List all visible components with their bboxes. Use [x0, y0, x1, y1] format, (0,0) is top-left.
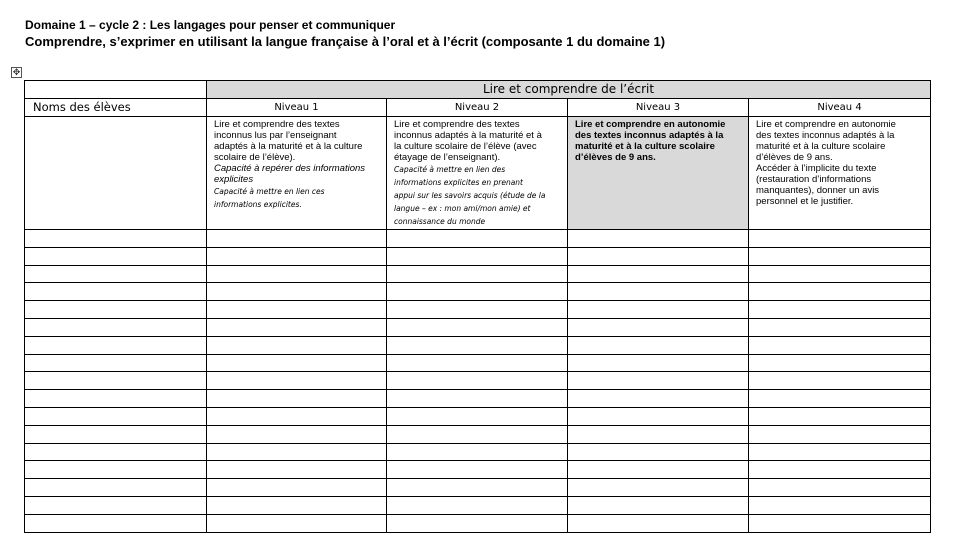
small-note-line: langue – ex : mon ami/mon amie) et: [394, 204, 531, 213]
section-title: Lire et comprendre de l’écrit: [207, 81, 931, 99]
level-3-cell[interactable]: [568, 407, 749, 425]
level-3-cell[interactable]: [568, 425, 749, 443]
level-2-cell[interactable]: [387, 461, 568, 479]
level-2-cell[interactable]: [387, 336, 568, 354]
level-4-cell[interactable]: [749, 336, 931, 354]
level-4-cell[interactable]: [749, 443, 931, 461]
level-4-cell[interactable]: [749, 230, 931, 248]
student-name-cell[interactable]: [25, 230, 207, 248]
level-3-cell[interactable]: [568, 318, 749, 336]
student-row: [25, 479, 931, 497]
assessment-table: [24, 80, 931, 533]
level-1-cell[interactable]: [207, 443, 387, 461]
level-4-cell[interactable]: [749, 301, 931, 319]
level-1-cell[interactable]: [207, 318, 387, 336]
level-3-header: Niveau 3: [568, 99, 749, 117]
level-4-cell[interactable]: [749, 425, 931, 443]
level-1-cell[interactable]: [207, 461, 387, 479]
level-3-cell[interactable]: [568, 354, 749, 372]
level-2-cell[interactable]: [387, 372, 568, 390]
descriptor-name-cell[interactable]: [25, 117, 207, 230]
student-row: [25, 514, 931, 532]
level-4-cell[interactable]: [749, 283, 931, 301]
level-1-cell[interactable]: [207, 407, 387, 425]
level-3-cell[interactable]: [568, 461, 749, 479]
descriptor-line: des textes inconnus adaptés à la: [756, 130, 895, 141]
level-1-cell[interactable]: [207, 247, 387, 265]
student-row: [25, 425, 931, 443]
student-row: [25, 230, 931, 248]
level-4-cell[interactable]: [749, 479, 931, 497]
descriptor-line: maturité et à la culture scolaire: [756, 141, 886, 152]
level-2-cell[interactable]: [387, 230, 568, 248]
small-note-line: Capacité à mettre en lien des: [394, 165, 506, 174]
level-4-cell[interactable]: [749, 372, 931, 390]
descriptor-line: d’élèves de 9 ans.: [575, 152, 656, 163]
descriptor-line: manquantes), donner un avis: [756, 185, 880, 196]
domain-title: Domaine 1 – cycle 2 : Les langages pour penser et communiquer: [25, 18, 396, 32]
descriptor-line: inconnus adaptés à la maturité et à: [394, 130, 542, 141]
student-row: [25, 407, 931, 425]
level-1-cell[interactable]: [207, 514, 387, 532]
student-row: [25, 390, 931, 408]
level-3-cell[interactable]: [568, 265, 749, 283]
level-2-cell[interactable]: [387, 496, 568, 514]
level-2-cell[interactable]: [387, 283, 568, 301]
level-4-cell[interactable]: [749, 265, 931, 283]
student-name-cell[interactable]: [25, 336, 207, 354]
capacity-line: explicites: [214, 174, 254, 185]
descriptor-line: adaptés à la maturité et à la culture: [214, 141, 363, 152]
level-1-cell[interactable]: [207, 230, 387, 248]
level-1-cell[interactable]: [207, 283, 387, 301]
level-2-cell[interactable]: [387, 425, 568, 443]
descriptor-line: Lire et comprendre en autonomie: [575, 119, 726, 130]
descriptor-line: scolaire de l’élève).: [214, 152, 296, 163]
level-1-descriptor[interactable]: [207, 117, 387, 230]
descriptor-line: personnel et le justifier.: [756, 196, 854, 207]
level-3-cell[interactable]: [568, 336, 749, 354]
student-row: [25, 496, 931, 514]
level-4-cell[interactable]: [749, 390, 931, 408]
section-row: [25, 81, 931, 99]
level-3-cell[interactable]: [568, 479, 749, 497]
level-3-descriptor[interactable]: [568, 117, 749, 230]
student-row: [25, 301, 931, 319]
level-1-cell[interactable]: [207, 354, 387, 372]
student-rows: [25, 230, 931, 533]
level-4-cell[interactable]: [749, 496, 931, 514]
small-note-line: informations explicites en prenant: [394, 178, 523, 187]
small-note-line: connaissance du monde: [394, 217, 486, 226]
student-name-cell[interactable]: [25, 354, 207, 372]
descriptor-line: (restauration d’informations: [756, 174, 872, 185]
level-3-cell[interactable]: [568, 443, 749, 461]
level-4-header: Niveau 4: [749, 99, 931, 117]
descriptor-line: Lire et comprendre des textes: [214, 119, 340, 130]
student-name-cell[interactable]: [25, 283, 207, 301]
student-name-cell[interactable]: [25, 318, 207, 336]
student-name-cell[interactable]: [25, 461, 207, 479]
level-4-cell[interactable]: [749, 318, 931, 336]
level-1-cell[interactable]: [207, 301, 387, 319]
descriptor-line: d’élèves de 9 ans.: [756, 152, 833, 163]
student-row: [25, 283, 931, 301]
level-4-cell[interactable]: [749, 407, 931, 425]
student-name-cell[interactable]: [25, 425, 207, 443]
descriptor-line: des textes inconnus adaptés à la: [575, 130, 724, 141]
student-row: [25, 443, 931, 461]
level-1-header: Niveau 1: [207, 99, 387, 117]
descriptor-line: Lire et comprendre des textes: [394, 119, 520, 130]
document-header: [25, 18, 665, 50]
level-2-cell[interactable]: [387, 443, 568, 461]
capacity-line: Capacité à repérer des informations: [214, 163, 366, 174]
student-name-cell[interactable]: [25, 443, 207, 461]
corner-cell[interactable]: [25, 81, 207, 99]
small-note-line: appui sur les savoirs acquis (étude de la: [394, 191, 546, 200]
level-2-cell[interactable]: [387, 407, 568, 425]
student-name-cell[interactable]: [25, 390, 207, 408]
names-header: Noms des élèves: [25, 99, 207, 117]
level-4-cell[interactable]: [749, 354, 931, 372]
student-name-cell[interactable]: [25, 407, 207, 425]
student-row: [25, 247, 931, 265]
student-name-cell[interactable]: [25, 301, 207, 319]
student-name-cell[interactable]: [25, 372, 207, 390]
level-1-cell[interactable]: [207, 372, 387, 390]
descriptor-line: maturité et à la culture scolaire: [575, 141, 715, 152]
level-2-cell[interactable]: [387, 479, 568, 497]
level-2-cell[interactable]: [387, 301, 568, 319]
level-1-cell[interactable]: [207, 390, 387, 408]
level-3-cell[interactable]: [568, 301, 749, 319]
student-row: [25, 461, 931, 479]
level-2-descriptor[interactable]: [387, 117, 568, 230]
level-4-cell[interactable]: [749, 247, 931, 265]
student-name-cell[interactable]: [25, 479, 207, 497]
level-2-cell[interactable]: [387, 354, 568, 372]
descriptor-line: Lire et comprendre en autonomie: [756, 119, 896, 130]
level-1-cell[interactable]: [207, 336, 387, 354]
level-4-cell[interactable]: [749, 514, 931, 532]
level-2-cell[interactable]: [387, 514, 568, 532]
descriptor-line: Accéder à l’implicite du texte: [756, 163, 877, 174]
descriptor-line: étayage de l’enseignant).: [394, 152, 501, 163]
level-2-cell[interactable]: [387, 390, 568, 408]
level-2-cell[interactable]: [387, 318, 568, 336]
small-note-line: Capacité à mettre en lien ces: [214, 187, 325, 196]
level-2-cell[interactable]: [387, 265, 568, 283]
student-name-cell[interactable]: [25, 247, 207, 265]
level-3-cell[interactable]: [568, 372, 749, 390]
student-row: [25, 318, 931, 336]
student-name-cell[interactable]: [25, 514, 207, 532]
descriptor-row: [25, 117, 931, 230]
student-row: [25, 336, 931, 354]
level-4-cell[interactable]: [749, 461, 931, 479]
descriptor-line: inconnus lus par l’enseignant: [214, 130, 337, 141]
level-1-cell[interactable]: [207, 425, 387, 443]
level-3-cell[interactable]: [568, 390, 749, 408]
component-subtitle: Comprendre, s’exprimer en utilisant la langue française à l’oral et à l’écrit (composante 1 du domaine 1): [25, 34, 666, 49]
level-4-descriptor[interactable]: [749, 117, 931, 230]
student-row: [25, 265, 931, 283]
small-note-line: informations explicites.: [214, 200, 302, 209]
level-3-cell[interactable]: [568, 283, 749, 301]
level-3-cell[interactable]: [568, 496, 749, 514]
level-1-cell[interactable]: [207, 496, 387, 514]
level-3-cell[interactable]: [568, 514, 749, 532]
level-2-cell[interactable]: [387, 247, 568, 265]
level-1-cell[interactable]: [207, 479, 387, 497]
level-2-header: Niveau 2: [387, 99, 568, 117]
table-move-handle-icon[interactable]: ✥: [12, 67, 21, 77]
student-row: [25, 354, 931, 372]
student-name-cell[interactable]: [25, 496, 207, 514]
level-3-cell[interactable]: [568, 230, 749, 248]
student-name-cell[interactable]: [25, 265, 207, 283]
descriptor-line: la culture scolaire de l’élève (avec: [394, 141, 537, 152]
student-row: [25, 372, 931, 390]
level-3-cell[interactable]: [568, 247, 749, 265]
level-header-row: [25, 99, 931, 117]
level-1-cell[interactable]: [207, 265, 387, 283]
